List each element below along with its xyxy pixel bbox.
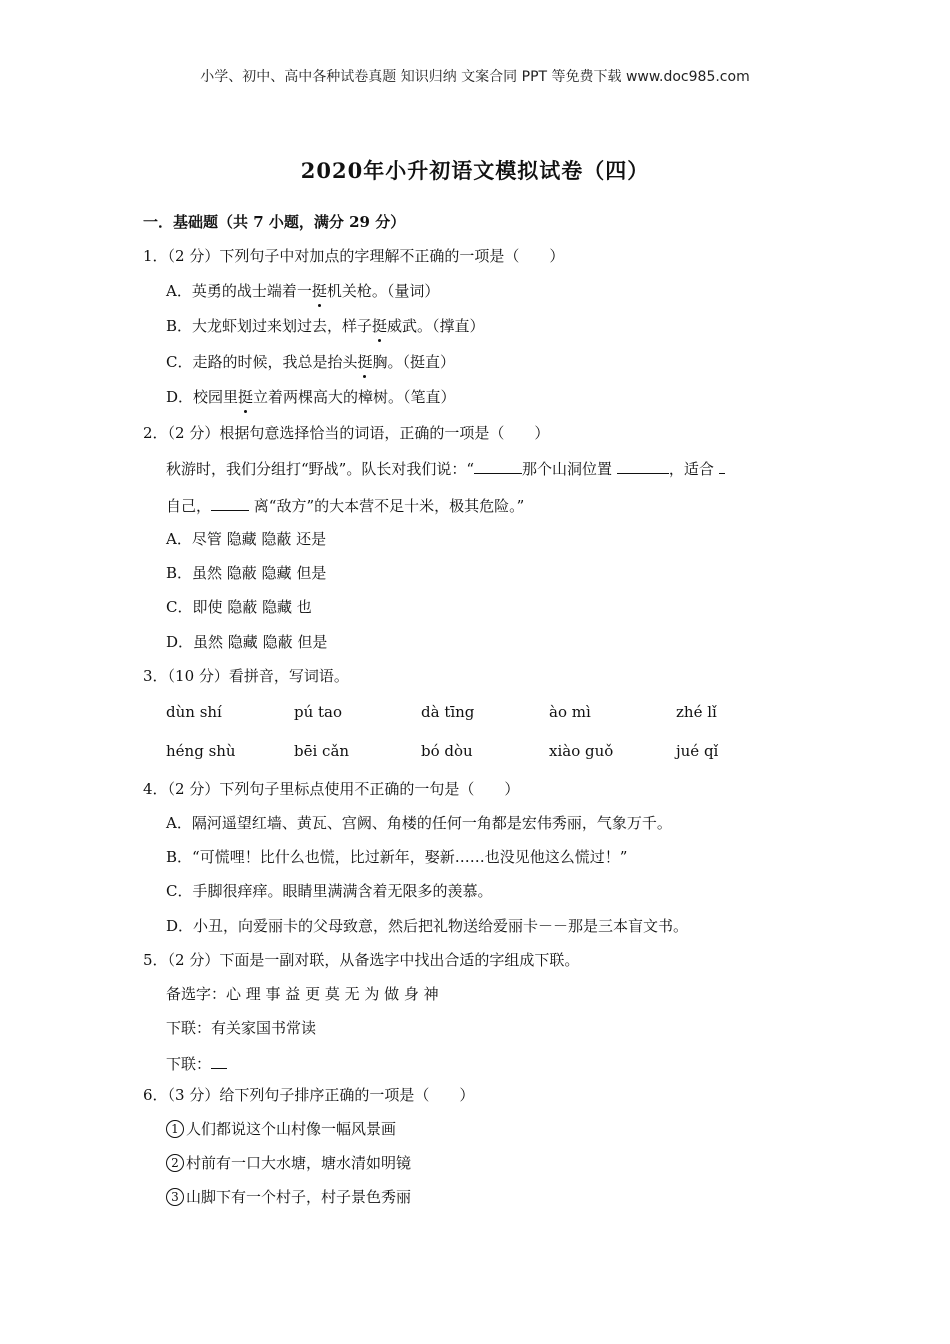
question-5-stem: 5．（2 分）下面是一副对联，从备选字中找出合适的字组成下联。	[143, 951, 580, 969]
question-2-passage-line-2: 自己， 离“敌方”的大本营不足十米，极其危险。”	[166, 494, 524, 516]
question-5-given-line: 下联：有关家国书常读	[166, 1019, 317, 1037]
answer-blank[interactable]	[719, 457, 725, 474]
emphasis-dot-char: 挺	[372, 317, 388, 335]
question-6-stem: 6．（3 分）给下列句子排序正确的一项是（ ）	[143, 1086, 475, 1104]
question-4-option-b: B．“可慌哩！比什么也慌，比过新年，娶新……也没见他这么慌过！”	[166, 848, 628, 866]
question-4-option-a: A．隔河遥望红墙、黄瓦、宫阙、角楼的任何一角都是宏伟秀丽，气象万千。	[166, 814, 672, 832]
question-1-option-c: C．走路的时候，我总是抬头挺胸。（挺直）	[166, 353, 456, 371]
question-2-option-b: B．虽然 隐蔽 隐藏 但是	[166, 564, 327, 582]
question-5-answer-line: 下联：	[166, 1052, 227, 1074]
question-4-option-d: D．小丑，向爱丽卡的父母致意，然后把礼物送给爱丽卡－－那是三本盲文书。	[166, 917, 689, 935]
question-2-option-a: A．尽管 隐藏 隐蔽 还是	[166, 530, 327, 548]
question-6-sentence-3: 3 山脚下有一个村子，村子景色秀丽	[166, 1187, 411, 1207]
pinyin-item: ào mì	[549, 703, 591, 721]
question-4-stem: 4．（2 分）下列句子里标点使用不正确的一句是（ ）	[143, 780, 520, 798]
emphasis-dot-char: 挺	[311, 282, 327, 300]
question-4-option-c: C．手脚很痒痒。眼睛里满满含着无限多的羡慕。	[166, 882, 493, 900]
page-header: 小学、初中、高中各种试卷真题 知识归纳 文案合同 PPT 等免费下载 www.doc985.com	[200, 69, 750, 85]
pinyin-item: héng shù	[166, 742, 236, 760]
pinyin-item: dùn shí	[166, 703, 222, 721]
question-2-stem: 2．（2 分）根据句意选择恰当的词语，正确的一项是（ ）	[143, 424, 550, 442]
answer-blank[interactable]	[211, 1052, 227, 1069]
answer-blank[interactable]	[211, 494, 249, 511]
pinyin-item: pú tao	[294, 703, 343, 721]
pinyin-item: bó dòu	[421, 742, 473, 760]
question-3-stem: 3．（10 分）看拼音，写词语。	[143, 667, 349, 685]
section-heading: 一．基础题（共 7 小题，满分 29 分）	[143, 213, 406, 231]
question-6-sentence-1: 1 人们都说这个山村像一幅风景画	[166, 1119, 396, 1139]
question-1-stem: 1．（2 分）下列句子中对加点的字理解不正确的一项是（ ）	[143, 247, 565, 265]
question-1-option-d: D．校园里挺立着两棵高大的樟树。（笔直）	[166, 388, 456, 406]
emphasis-dot-char: 挺	[357, 353, 373, 371]
question-2-option-c: C．即使 隐蔽 隐藏 也	[166, 598, 312, 616]
circled-number: 3	[166, 1188, 184, 1206]
pinyin-item: zhé lǐ	[676, 703, 717, 721]
pinyin-item: dà tīng	[421, 703, 475, 721]
answer-blank[interactable]	[474, 457, 522, 474]
question-2-passage-line-1: 秋游时，我们分组打“野战”。队长对我们说：“ 那个山洞位置 ，适合	[166, 457, 725, 479]
page-title: 2020年小升初语文模拟试卷（四）	[300, 158, 650, 183]
question-5-candidates: 备选字：心 理 事 益 更 莫 无 为 做 身 神	[166, 985, 439, 1003]
pinyin-item: jué qǐ	[676, 742, 719, 760]
question-1-option-b: B．大龙虾划过来划过去，样子挺威武。（撑直）	[166, 317, 485, 335]
answer-blank[interactable]	[617, 457, 669, 474]
question-1-option-a: A．英勇的战士端着一挺机关枪。（量词）	[166, 282, 440, 300]
question-2-option-d: D．虽然 隐藏 隐蔽 但是	[166, 633, 328, 651]
pinyin-item: xiào guǒ	[549, 742, 614, 760]
circled-number: 1	[166, 1120, 184, 1138]
circled-number: 2	[166, 1154, 184, 1172]
question-6-sentence-2: 2 村前有一口大水塘，塘水清如明镜	[166, 1153, 411, 1173]
emphasis-dot-char: 挺	[238, 388, 254, 406]
pinyin-item: bēi cǎn	[294, 742, 350, 760]
